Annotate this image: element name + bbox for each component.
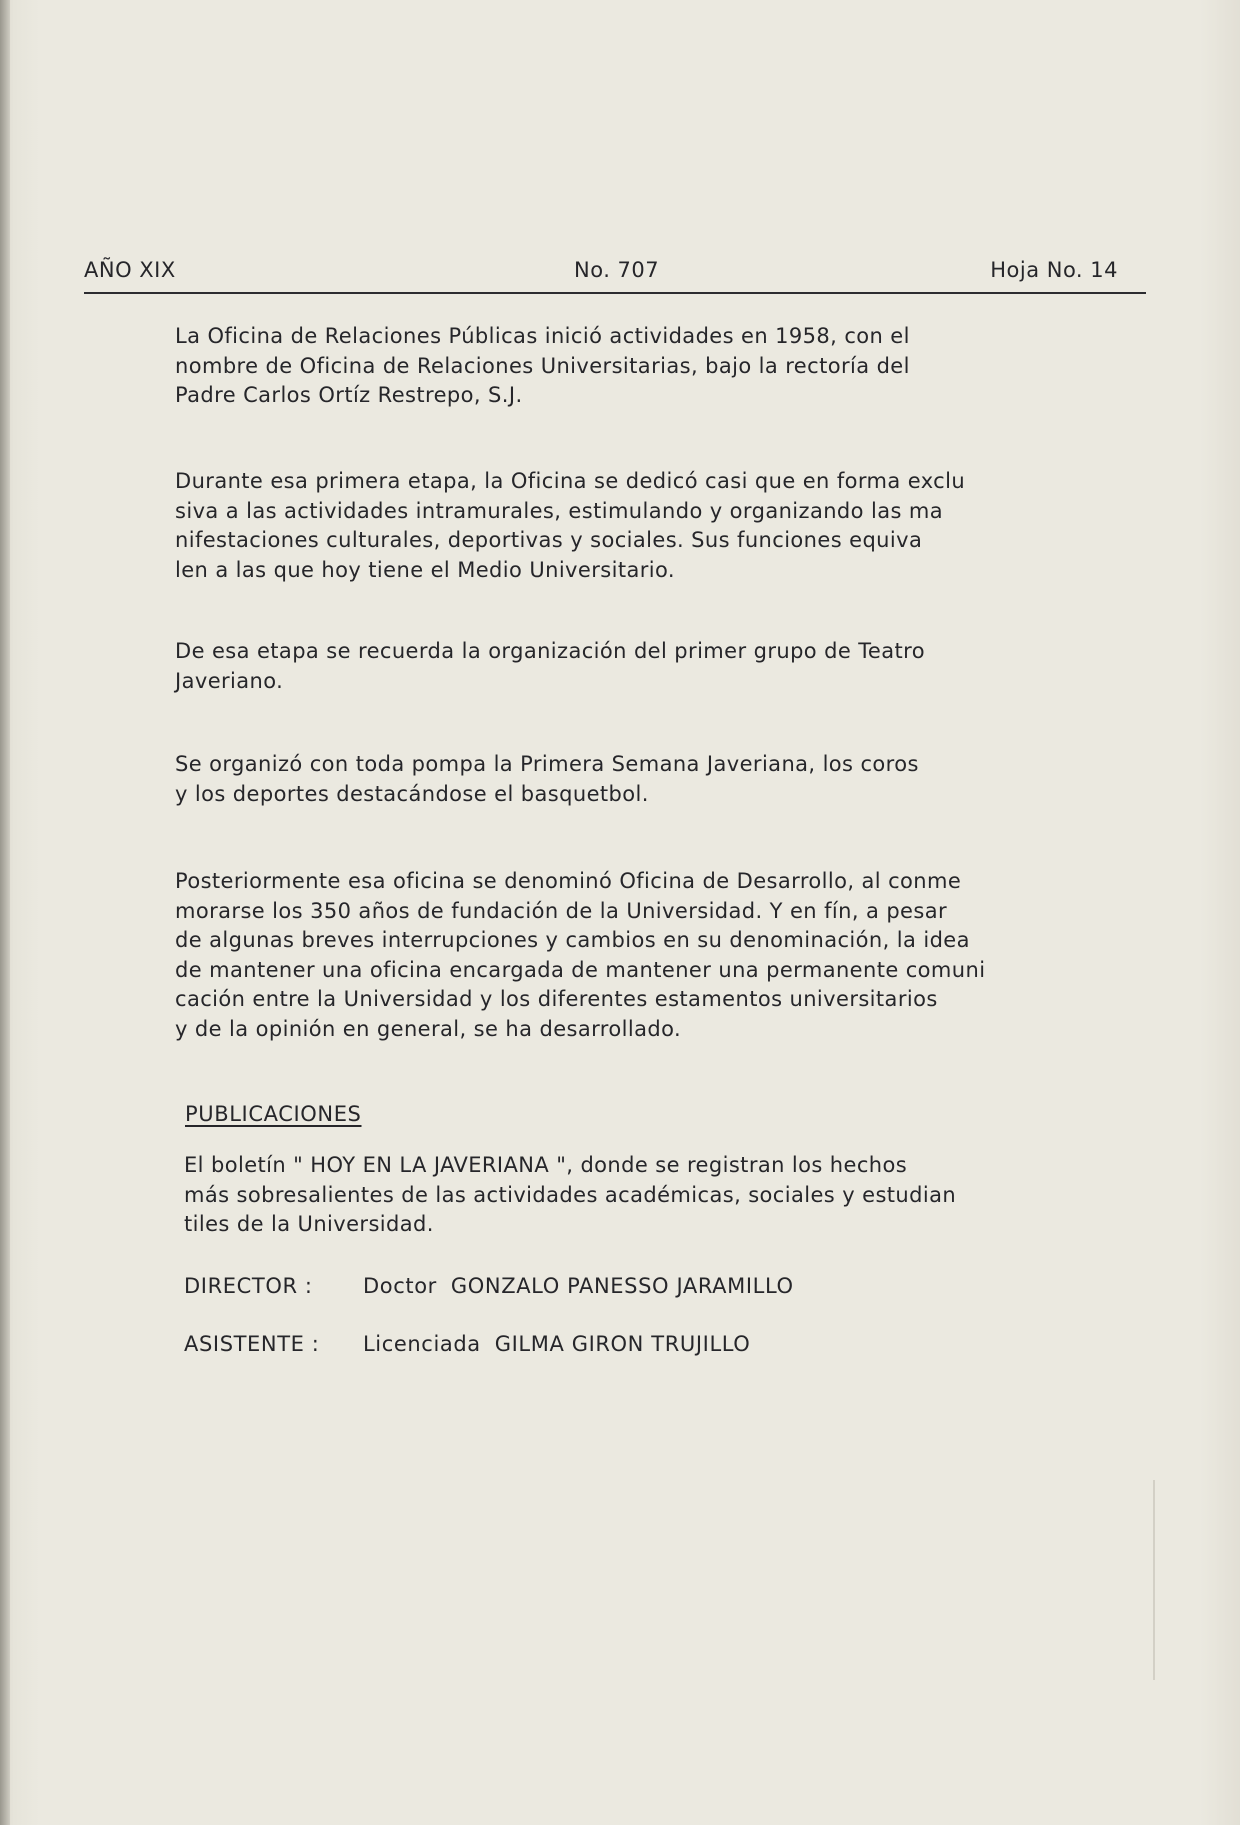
assistant-name: GILMA GIRON TRUJILLO [494, 1332, 751, 1356]
director-title: Doctor [363, 1274, 437, 1298]
director-line [184, 1272, 794, 1302]
history-paragraph-3: De esa etapa se recuerda la organización del primer grupo de Teatro Javeriano. [175, 639, 925, 693]
assistant-role: ASISTENTE : [184, 1332, 320, 1356]
header-year: AÑO XIX [84, 258, 176, 282]
publications-heading: PUBLICACIONES [185, 1102, 362, 1126]
history-paragraph-1: La Oficina de Relaciones Públicas inició actividades en 1958, con el nombre de Oficina de Relaciones Universitarias, bajo la rectoría del Padre Carlos Ortíz Restrepo, S.J. [175, 324, 910, 407]
assistant-line [184, 1330, 750, 1360]
binding-shadow [0, 0, 10, 1825]
header-sheet-number: Hoja No. 14 [990, 258, 1118, 282]
history-paragraph-5: Posteriormente esa oficina se denominó Oficina de Desarrollo, al conme morarse los 350 años de fundación de la Universidad. Y en fín, a pesar de algunas breves interrupciones y cambios en su denominación, la idea de mantener una oficina encargada de mantener una permanente comuni cación entre la Universidad y los diferentes estamentos universitarios y de la opinión en general, se ha desarrollado. [175, 869, 986, 1041]
director-name: GONZALO PANESSO JARAMILLO [450, 1274, 794, 1298]
director-role: DIRECTOR : [184, 1274, 313, 1298]
publications-paragraph: El boletín " HOY EN LA JAVERIANA ", donde se registran los hechos más sobresalientes de las actividades académicas, sociales y estudian tiles de la Universidad. [184, 1153, 957, 1236]
paper-crease [1153, 1480, 1155, 1680]
assistant-title: Licenciada [363, 1332, 481, 1356]
history-paragraph-2: Durante esa primera etapa, la Oficina se dedicó casi que en forma exclu siva a las actividades intramurales, estimulando y organizando las ma nifestaciones culturales, deportivas y sociales. Sus funciones equiva len a las que hoy tiene el Medio Universitario. [175, 469, 966, 582]
history-paragraph-4: Se organizó con toda pompa la Primera Semana Javeriana, los coros y los deportes destacándose el basquetbol. [175, 752, 919, 806]
header-issue-number: No. 707 [574, 258, 660, 282]
page-header [84, 258, 1146, 294]
